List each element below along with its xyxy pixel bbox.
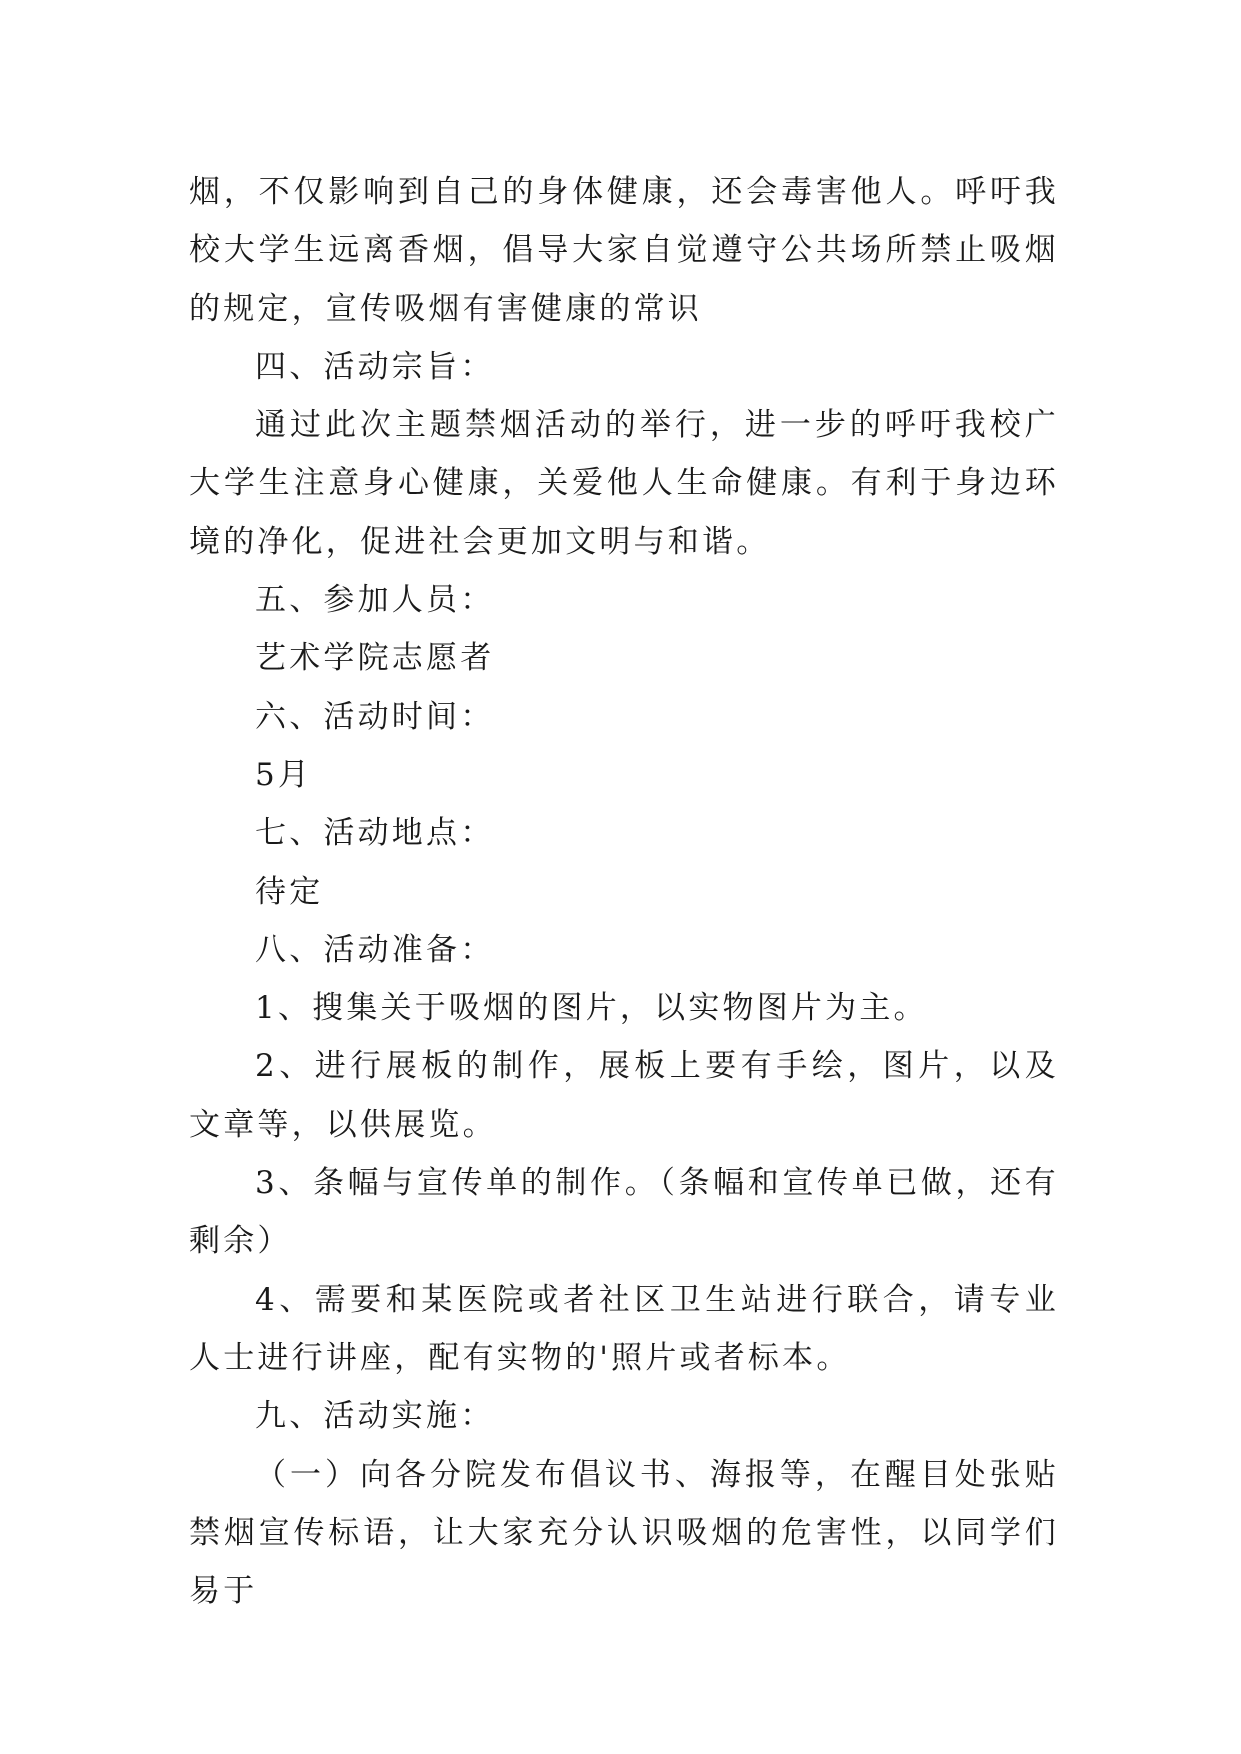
heading-activity-purpose: 四、活动宗旨： bbox=[255, 348, 495, 385]
paragraph-activity-purpose: 通过此次主题禁烟活动的举行，进一步的呼吁我校广大学生注意身心健康，关爱他人生命健康。有利于身边环境的净化，促进社会更加文明与和谐。 bbox=[189, 407, 1059, 560]
heading-activity-time: 六、活动时间： bbox=[255, 698, 495, 735]
paragraph-implementation-1: （一）向各分院发布倡议书、海报等，在醒目处张贴禁烟宣传标语，让大家充分认识吸烟的危害性，以同学们易于 bbox=[189, 1456, 1059, 1610]
list-item-preparation-2: 2、进行展板的制作，展板上要有手绘，图片，以及文章等，以供展览。 bbox=[189, 1048, 1059, 1143]
heading-activity-preparation: 八、活动准备： bbox=[255, 931, 495, 968]
heading-activity-implementation: 九、活动实施： bbox=[255, 1398, 495, 1435]
heading-activity-location: 七、活动地点： bbox=[255, 815, 495, 852]
list-item-preparation-1: 1、搜集关于吸烟的图片，以实物图片为主。 bbox=[255, 990, 928, 1027]
list-item-preparation-3: 3、条幅与宣传单的制作。（条幅和宣传单已做，还有剩余） bbox=[189, 1165, 1059, 1260]
paragraph-participants: 艺术学院志愿者 bbox=[255, 640, 495, 677]
heading-participants: 五、参加人员： bbox=[255, 582, 495, 619]
paragraph-intro-continuation: 烟，不仅影响到自己的身体健康，还会毒害他人。呼吁我校大学生远离香烟，倡导大家自觉遵守公共场所禁止吸烟的规定，宣传吸烟有害健康的常识 bbox=[189, 174, 1059, 327]
list-item-preparation-4: 4、需要和某医院或者社区卫生站进行联合，请专业人士进行讲座，配有实物的'照片或者标本。 bbox=[189, 1281, 1059, 1376]
paragraph-activity-time: 5月 bbox=[255, 756, 313, 793]
paragraph-activity-location: 待定 bbox=[255, 873, 324, 910]
document-body bbox=[189, 163, 1059, 1620]
